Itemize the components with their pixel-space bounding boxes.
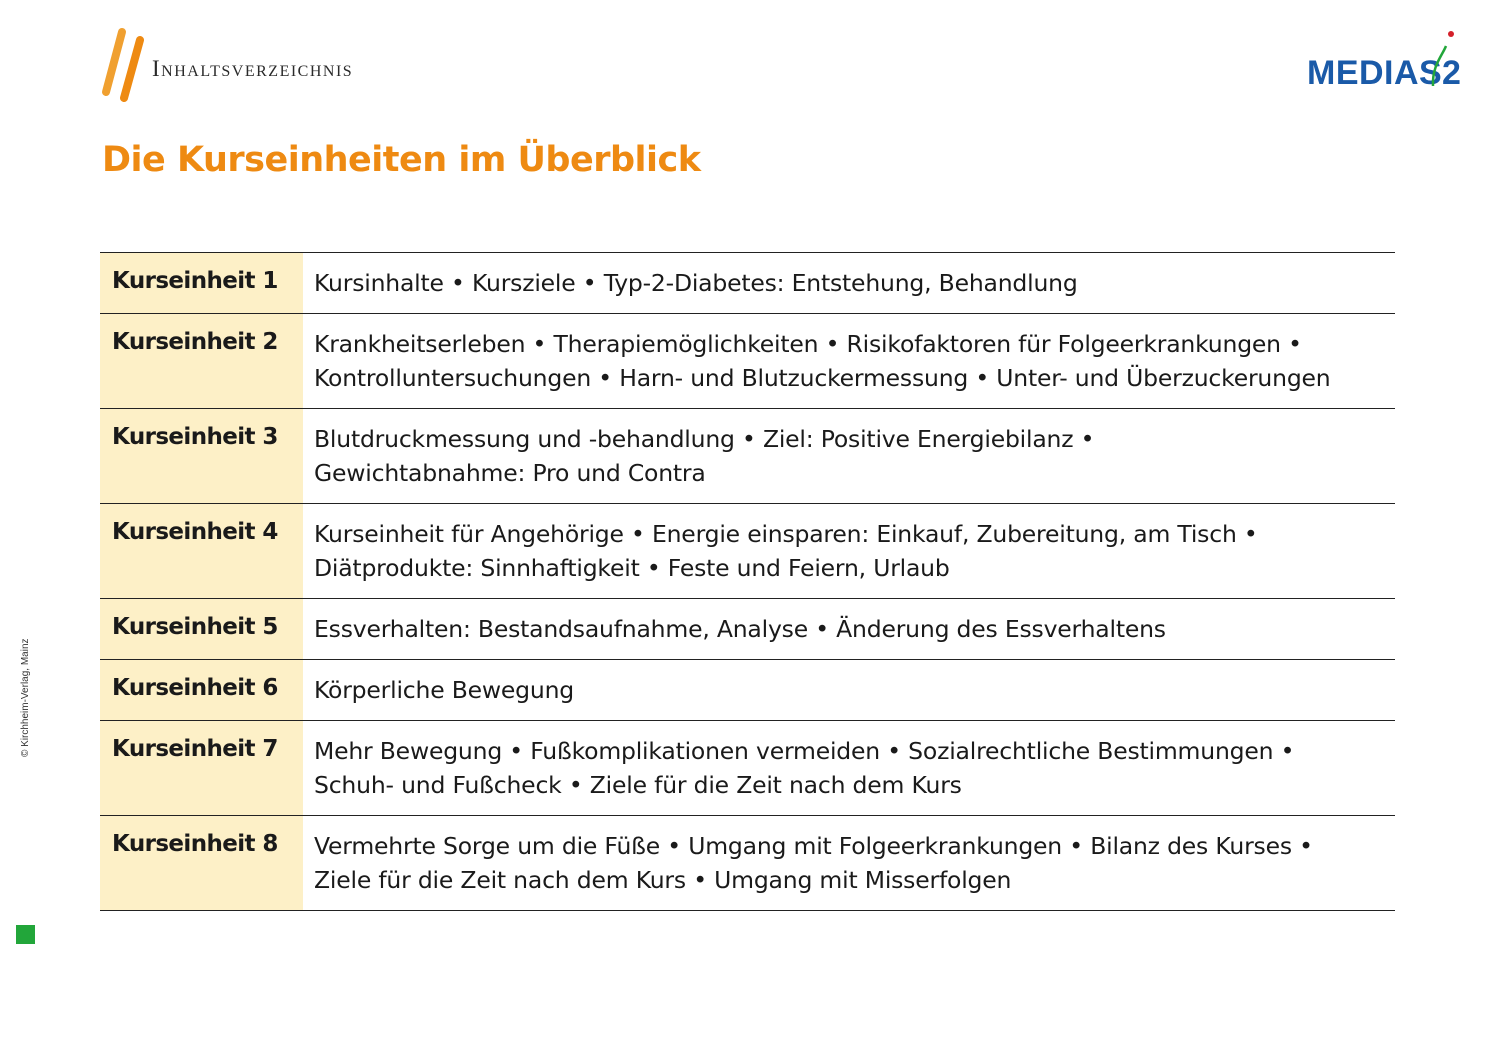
unit-topics: [303, 504, 1395, 599]
table-row: [100, 599, 1395, 660]
page-title: Die Kurseinheiten im Überblick: [102, 140, 701, 180]
green-page-marker: [16, 925, 35, 944]
unit-label: Kurseinheit 2: [100, 314, 303, 409]
double-slash-icon: [100, 26, 150, 102]
unit-topics: [303, 599, 1395, 660]
logo-text: MEDIAS: [1307, 54, 1443, 92]
table-row: [100, 253, 1395, 314]
table-row: [100, 314, 1395, 409]
topic-line: Kontrolluntersuchungen • Harn- und Blutzuckermessung • Unter- und Überzuckerungen: [314, 364, 1331, 392]
topic-line: Blutdruckmessung und -behandlung • Ziel: Positive Energiebilanz •: [314, 425, 1095, 453]
topic-line: Kursinhalte • Kursziele • Typ-2-Diabetes: Entstehung, Behandlung: [314, 269, 1078, 297]
topic-line: Mehr Bewegung • Fußkomplikationen vermeiden • Sozialrechtliche Bestimmungen •: [314, 737, 1295, 765]
unit-label: Kurseinheit 8: [100, 816, 303, 911]
unit-label: Kurseinheit 5: [100, 599, 303, 660]
table-row: [100, 504, 1395, 599]
table-row: [100, 816, 1395, 911]
topic-line: Kurseinheit für Angehörige • Energie einsparen: Einkauf, Zubereitung, am Tisch •: [314, 520, 1258, 548]
section-label: Inhaltsverzeichnis: [152, 56, 354, 81]
topic-line: Krankheitserleben • Therapiemöglichkeiten • Risikofaktoren für Folgeerkrankungen •: [314, 330, 1302, 358]
topic-line: Schuh- und Fußcheck • Ziele für die Zeit nach dem Kurs: [314, 771, 962, 799]
unit-topics: [303, 409, 1395, 504]
unit-label: Kurseinheit 1: [100, 253, 303, 314]
logo-number: 2: [1442, 54, 1461, 92]
unit-label: Kurseinheit 4: [100, 504, 303, 599]
medias2-logo: [1305, 26, 1465, 96]
topic-line: Ziele für die Zeit nach dem Kurs • Umgang mit Misserfolgen: [314, 866, 1012, 894]
table-row: [100, 409, 1395, 504]
course-units-table: [100, 252, 1395, 911]
table-row: [100, 660, 1395, 721]
topic-line: Essverhalten: Bestandsaufnahme, Analyse • Änderung des Essverhaltens: [314, 615, 1166, 643]
copyright-notice: © Kirchheim-Verlag, Mainz: [20, 638, 31, 757]
unit-label: Kurseinheit 7: [100, 721, 303, 816]
unit-topics: [303, 253, 1395, 314]
unit-topics: [303, 816, 1395, 911]
topic-line: Gewichtabnahme: Pro und Contra: [314, 459, 706, 487]
topic-line: Diätprodukte: Sinnhaftigkeit • Feste und Feiern, Urlaub: [314, 554, 950, 582]
topic-line: Vermehrte Sorge um die Füße • Umgang mit Folgeerkrankungen • Bilanz des Kurses •: [314, 832, 1313, 860]
unit-topics: [303, 660, 1395, 721]
table-row: [100, 721, 1395, 816]
unit-label: Kurseinheit 3: [100, 409, 303, 504]
unit-label: Kurseinheit 6: [100, 660, 303, 721]
unit-topics: [303, 314, 1395, 409]
unit-topics: [303, 721, 1395, 816]
topic-line: Körperliche Bewegung: [314, 676, 574, 704]
